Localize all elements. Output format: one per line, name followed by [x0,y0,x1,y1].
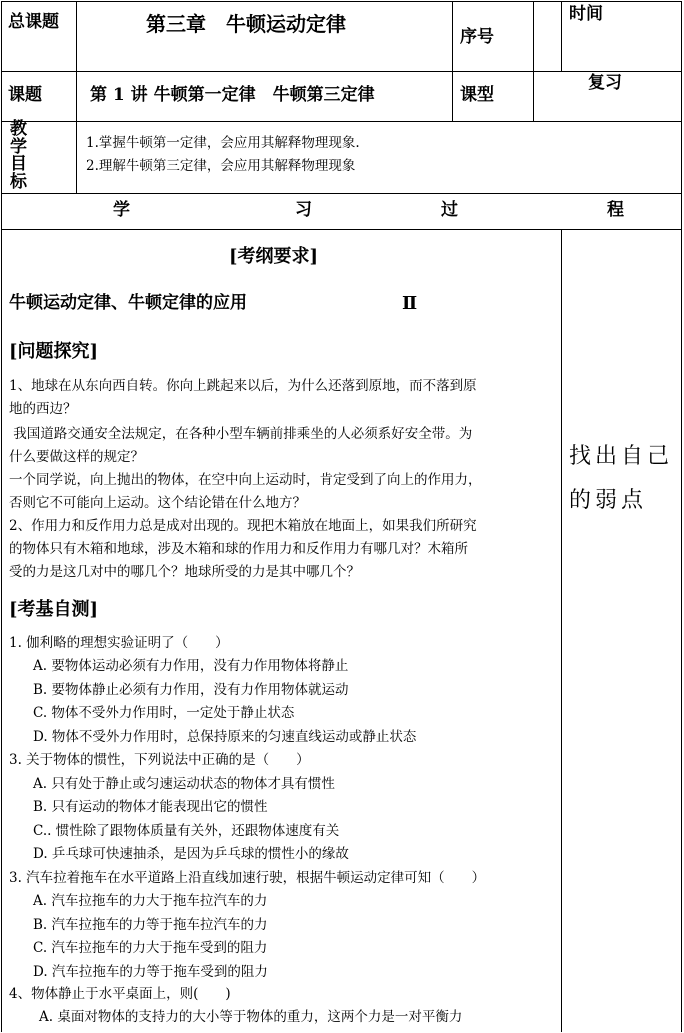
question-option: D. 汽车拉拖车的力等于拖车受到的阻力 [33,964,268,980]
goals-label: 教学目标 [10,119,27,192]
inquiry-title: [问题探究] [9,341,99,362]
question-option: C. 物体不受外力作用时，一定处于静止状态 [33,705,295,721]
row-line-4 [1,229,682,230]
question-option: A. 汽车拉拖车的力大于拖车拉汽车的力 [33,893,268,909]
question-option: D. 乒乓球可快速抽杀，是因为乒乓球的惯性小的缘故 [33,846,349,862]
goal-1: 1.掌握牛顿第一定律，会应用其解释物理现象. [86,135,360,151]
border-top [1,1,682,2]
question-option: A. 只有处于静止或匀速运动状态的物体才具有惯性 [33,776,335,792]
side-note-line-2: 的弱点 [569,488,648,513]
inquiry-line: 2、作用力和反作用力总是成对出现的。现把木箱放在地面上，如果我们所研究 [9,518,477,534]
row-line-1 [1,71,682,72]
col-line-serial [452,1,453,121]
outline-level: Ⅱ [402,293,418,314]
serial-label: 序号 [460,27,494,47]
inquiry-line: 我国道路交通安全法规定，在各种小型车辆前排乘坐的人必须系好安全带。为 [9,426,473,442]
side-note-line-1: 找出自己 [569,444,674,469]
process-char-2: 习 [295,200,312,220]
question-stem: 3. 汽车拉着拖车在水平道路上沿直线加速行驶，根据牛顿运动定律可知（ ） [9,870,486,886]
col-line-time [561,1,562,71]
row-line-2 [1,121,682,122]
question-option: A. 桌面对物体的支持力的大小等于物体的重力，这两个力是一对平衡力 [39,1009,463,1025]
question-option: B. 要物体静止必须有力作用，没有力作用物体就运动 [33,682,349,698]
question-option: C. 汽车拉拖车的力大于拖车受到的阻力 [33,940,268,956]
question-stem: 4、物体静止于水平桌面上，则( ) [9,986,231,1002]
inquiry-line: 受的力是这几对中的哪几个？地球所受的力是其中哪几个？ [9,564,360,580]
col-line-serial-value [533,1,534,121]
border-right [681,1,682,1032]
col-line-label [76,1,77,193]
question-option: B. 汽车拉拖车的力等于拖车拉汽车的力 [33,917,268,933]
border-left [1,1,2,1032]
selftest-title: [考基自测] [9,599,99,620]
process-char-4: 程 [607,200,624,220]
course-label: 总课题 [8,12,59,32]
inquiry-line: 1、地球在从东向西自转。你向上跳起来以后，为什么还落到原地，而不落到原 [9,378,477,394]
inquiry-line: 地的西边？ [9,401,77,417]
inquiry-line: 否则它不可能向上运动。这个结论错在什么地方？ [9,495,306,511]
lesson-title: 第 1 讲 牛顿第一定律 牛顿第三定律 [90,85,375,105]
type-label: 课型 [460,85,494,105]
col-line-notes [561,229,562,1032]
inquiry-line: 什么要做这样的规定？ [9,449,144,465]
row-line-3 [1,193,682,194]
process-char-3: 过 [441,200,458,220]
time-label: 时间 [569,4,603,24]
lesson-label: 课题 [8,85,42,105]
outline-title: [考纲要求] [229,246,319,267]
goal-2: 2.理解牛顿第三定律，会应用其解释物理现象 [86,158,356,174]
question-option: D. 物体不受外力作用时，总保持原来的匀速直线运动或静止状态 [33,729,417,745]
question-stem: 1. 伽利略的理想实验证明了（ ） [9,635,229,651]
course-title: 第三章 牛顿运动定律 [146,12,346,36]
question-option: C.. 惯性除了跟物体质量有关外，还跟物体速度有关 [33,823,340,839]
inquiry-line: 一个同学说，向上抛出的物体，在空中向上运动时，肯定受到了向上的作用力， [9,472,482,488]
question-stem: 3. 关于物体的惯性，下列说法中正确的是（ ） [9,752,310,768]
outline-item: 牛顿运动定律、牛顿定律的应用 [9,293,247,313]
question-option: A. 要物体运动必须有力作用，没有力作用物体将静止 [33,658,349,674]
question-option: B. 只有运动的物体才能表现出它的惯性 [33,799,268,815]
type-value: 复习 [588,73,622,93]
inquiry-line: 的物体只有木箱和地球，涉及木箱和球的作用力和反作用力有哪几对？木箱所 [9,541,468,557]
process-char-1: 学 [113,200,130,220]
